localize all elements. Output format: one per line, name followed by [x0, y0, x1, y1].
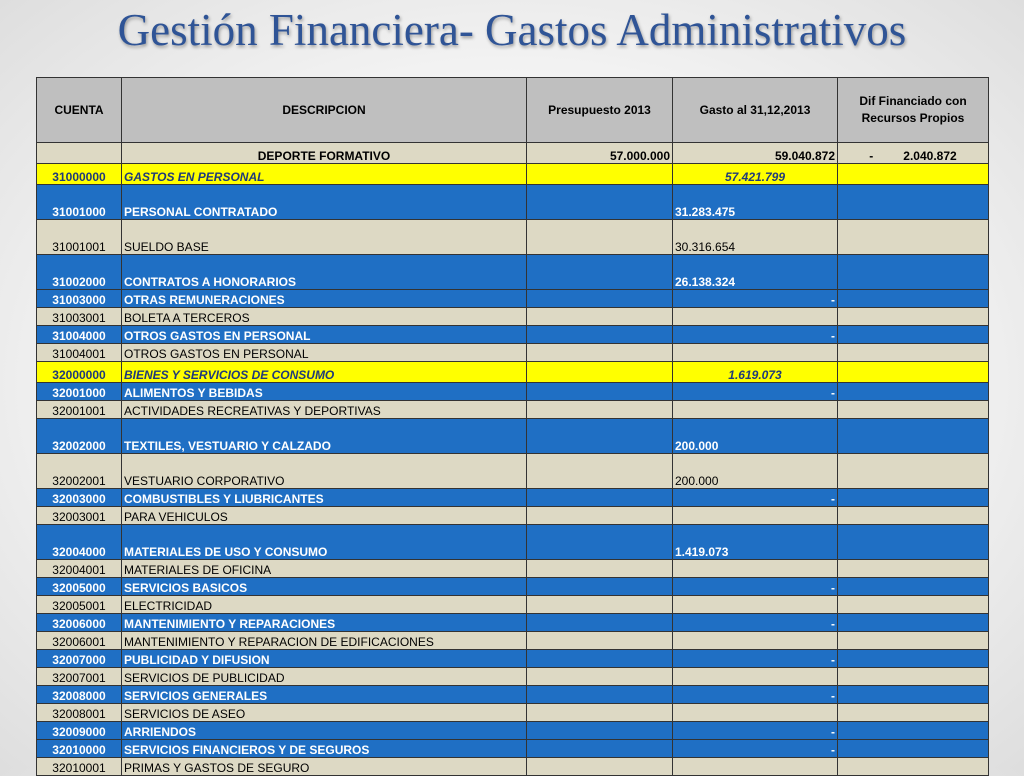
cell-descripcion: PRIMAS Y GASTOS DE SEGURO [122, 758, 527, 776]
table-row [37, 185, 989, 220]
header-gasto: Gasto al 31,12,2013 [673, 78, 838, 143]
cell-gasto: 200.000 [673, 419, 838, 454]
cell-presupuesto [527, 362, 673, 383]
cell-descripcion: SERVICIOS BASICOS [122, 578, 527, 596]
cell-cuenta: 31003000 [37, 290, 122, 308]
cell-presupuesto [527, 507, 673, 525]
cell-dif [838, 164, 989, 185]
cell-presupuesto [527, 525, 673, 560]
cell-presupuesto [527, 308, 673, 326]
cell-cuenta: 31003001 [37, 308, 122, 326]
cell-gasto: 1.619.073 [673, 362, 838, 383]
cell-dif [838, 525, 989, 560]
cell-descripcion: SERVICIOS FINANCIEROS Y DE SEGUROS [122, 740, 527, 758]
table-row [37, 578, 989, 596]
cell-descripcion: SUELDO BASE [122, 220, 527, 255]
cell-descripcion: PUBLICIDAD Y DIFUSION [122, 650, 527, 668]
cell-dif [838, 614, 989, 632]
cell-presupuesto [527, 185, 673, 220]
table-row [37, 632, 989, 650]
cell-dif [838, 255, 989, 290]
total-cuenta [37, 143, 122, 164]
cell-presupuesto [527, 650, 673, 668]
cell-cuenta: 32006001 [37, 632, 122, 650]
cell-descripcion: ACTIVIDADES RECREATIVAS Y DEPORTIVAS [122, 401, 527, 419]
cell-dif [838, 596, 989, 614]
cell-dif [838, 308, 989, 326]
cell-dif [838, 668, 989, 686]
cell-dif [838, 740, 989, 758]
cell-gasto: - [673, 326, 838, 344]
cell-presupuesto [527, 632, 673, 650]
cell-presupuesto [527, 489, 673, 507]
cell-gasto: 26.138.324 [673, 255, 838, 290]
table-body [37, 164, 989, 776]
cell-descripcion: MATERIALES DE USO Y CONSUMO [122, 525, 527, 560]
cell-gasto: 30.316.654 [673, 220, 838, 255]
cell-dif [838, 454, 989, 489]
cell-dif [838, 401, 989, 419]
cell-dif [838, 507, 989, 525]
cell-cuenta: 31004001 [37, 344, 122, 362]
header-presupuesto: Presupuesto 2013 [527, 78, 673, 143]
cell-dif [838, 560, 989, 578]
cell-presupuesto [527, 596, 673, 614]
table-row [37, 614, 989, 632]
cell-presupuesto [527, 686, 673, 704]
table-row [37, 419, 989, 454]
cell-cuenta: 32002001 [37, 454, 122, 489]
total-presupuesto: 57.000.000 [527, 143, 673, 164]
cell-descripcion: ELECTRICIDAD [122, 596, 527, 614]
cell-dif [838, 758, 989, 776]
total-descripcion: DEPORTE FORMATIVO [122, 143, 527, 164]
cell-presupuesto [527, 614, 673, 632]
cell-cuenta: 32004000 [37, 525, 122, 560]
cell-cuenta: 32009000 [37, 722, 122, 740]
cell-gasto: - [673, 383, 838, 401]
cell-gasto: - [673, 489, 838, 507]
cell-cuenta: 32000000 [37, 362, 122, 383]
cell-descripcion: SERVICIOS DE PUBLICIDAD [122, 668, 527, 686]
cell-presupuesto [527, 454, 673, 489]
cell-presupuesto [527, 326, 673, 344]
cell-cuenta: 32007001 [37, 668, 122, 686]
cell-descripcion: GASTOS EN PERSONAL [122, 164, 527, 185]
cell-descripcion: VESTUARIO CORPORATIVO [122, 454, 527, 489]
table-row [37, 164, 989, 185]
cell-dif [838, 383, 989, 401]
cell-presupuesto [527, 344, 673, 362]
cell-presupuesto [527, 740, 673, 758]
cell-dif [838, 344, 989, 362]
table-row [37, 596, 989, 614]
cell-descripcion: SERVICIOS GENERALES [122, 686, 527, 704]
cell-descripcion: COMBUSTIBLES Y LIUBRICANTES [122, 489, 527, 507]
cell-presupuesto [527, 560, 673, 578]
table-row [37, 401, 989, 419]
table-row [37, 758, 989, 776]
cell-presupuesto [527, 383, 673, 401]
cell-gasto: 200.000 [673, 454, 838, 489]
cell-presupuesto [527, 164, 673, 185]
cell-gasto [673, 632, 838, 650]
cell-dif [838, 489, 989, 507]
cell-descripcion: PARA VEHICULOS [122, 507, 527, 525]
cell-cuenta: 31001001 [37, 220, 122, 255]
cell-cuenta: 31004000 [37, 326, 122, 344]
cell-descripcion: MATERIALES DE OFICINA [122, 560, 527, 578]
cell-gasto [673, 596, 838, 614]
cell-dif [838, 650, 989, 668]
cell-cuenta: 32001000 [37, 383, 122, 401]
cell-gasto [673, 758, 838, 776]
cell-dif [838, 578, 989, 596]
cell-presupuesto [527, 578, 673, 596]
cell-dif [838, 185, 989, 220]
cell-dif [838, 290, 989, 308]
total-dif: - 2.040.872 [838, 143, 989, 164]
cell-descripcion: PERSONAL CONTRATADO [122, 185, 527, 220]
cell-dif [838, 704, 989, 722]
cell-descripcion: OTRAS REMUNERACIONES [122, 290, 527, 308]
cell-gasto: - [673, 578, 838, 596]
cell-descripcion: OTROS GASTOS EN PERSONAL [122, 344, 527, 362]
cell-cuenta: 32003001 [37, 507, 122, 525]
table-row [37, 326, 989, 344]
expenses-table [36, 77, 989, 776]
table-row [37, 740, 989, 758]
cell-gasto [673, 668, 838, 686]
table-row [37, 525, 989, 560]
cell-descripcion: ARRIENDOS [122, 722, 527, 740]
cell-gasto [673, 704, 838, 722]
cell-cuenta: 32001001 [37, 401, 122, 419]
table-row [37, 560, 989, 578]
cell-gasto: - [673, 290, 838, 308]
cell-gasto [673, 507, 838, 525]
cell-descripcion: MANTENIMIENTO Y REPARACION DE EDIFICACIONES [122, 632, 527, 650]
cell-dif [838, 220, 989, 255]
cell-descripcion: BOLETA A TERCEROS [122, 308, 527, 326]
cell-gasto: 31.283.475 [673, 185, 838, 220]
header-dif: Dif Financiado con Recursos Propios [838, 78, 989, 143]
cell-presupuesto [527, 290, 673, 308]
table-row [37, 362, 989, 383]
cell-gasto: - [673, 650, 838, 668]
total-gasto: 59.040.872 [673, 143, 838, 164]
table-row [37, 290, 989, 308]
cell-gasto [673, 401, 838, 419]
cell-presupuesto [527, 722, 673, 740]
cell-dif [838, 326, 989, 344]
cell-dif [838, 632, 989, 650]
cell-cuenta: 32006000 [37, 614, 122, 632]
cell-presupuesto [527, 220, 673, 255]
page-title: Gestión Financiera- Gastos Administrativos [117, 5, 907, 55]
header-descripcion: DESCRIPCION [122, 78, 527, 143]
cell-dif [838, 362, 989, 383]
table-row [37, 650, 989, 668]
table-row [37, 722, 989, 740]
table-row [37, 383, 989, 401]
table-row [37, 308, 989, 326]
cell-gasto: 1.419.073 [673, 525, 838, 560]
table-row [37, 344, 989, 362]
table-row [37, 686, 989, 704]
cell-gasto: - [673, 722, 838, 740]
table-row [37, 704, 989, 722]
cell-gasto [673, 560, 838, 578]
cell-cuenta: 32008000 [37, 686, 122, 704]
total-row [37, 143, 989, 164]
cell-cuenta: 31001000 [37, 185, 122, 220]
cell-cuenta: 32004001 [37, 560, 122, 578]
table-row [37, 454, 989, 489]
cell-dif [838, 722, 989, 740]
cell-descripcion: TEXTILES, VESTUARIO Y CALZADO [122, 419, 527, 454]
table-row [37, 507, 989, 525]
cell-gasto: - [673, 740, 838, 758]
cell-cuenta: 32002000 [37, 419, 122, 454]
cell-cuenta: 32005001 [37, 596, 122, 614]
cell-presupuesto [527, 255, 673, 290]
table-row [37, 220, 989, 255]
header-row [37, 78, 989, 143]
header-cuenta: CUENTA [37, 78, 122, 143]
cell-descripcion: SERVICIOS DE ASEO [122, 704, 527, 722]
cell-descripcion: ALIMENTOS Y BEBIDAS [122, 383, 527, 401]
cell-presupuesto [527, 668, 673, 686]
cell-descripcion: BIENES Y SERVICIOS DE CONSUMO [122, 362, 527, 383]
cell-gasto [673, 344, 838, 362]
cell-gasto [673, 308, 838, 326]
cell-cuenta: 32008001 [37, 704, 122, 722]
table-row [37, 668, 989, 686]
cell-cuenta: 32003000 [37, 489, 122, 507]
cell-dif [838, 686, 989, 704]
cell-presupuesto [527, 419, 673, 454]
cell-descripcion: MANTENIMIENTO Y REPARACIONES [122, 614, 527, 632]
cell-gasto: - [673, 686, 838, 704]
cell-dif [838, 419, 989, 454]
cell-descripcion: OTROS GASTOS EN PERSONAL [122, 326, 527, 344]
table-row [37, 255, 989, 290]
cell-cuenta: 31000000 [37, 164, 122, 185]
cell-presupuesto [527, 704, 673, 722]
cell-presupuesto [527, 401, 673, 419]
cell-cuenta: 32005000 [37, 578, 122, 596]
cell-cuenta: 32010000 [37, 740, 122, 758]
cell-gasto: - [673, 614, 838, 632]
cell-presupuesto [527, 758, 673, 776]
cell-cuenta: 32007000 [37, 650, 122, 668]
cell-cuenta: 32010001 [37, 758, 122, 776]
table-row [37, 489, 989, 507]
cell-cuenta: 31002000 [37, 255, 122, 290]
cell-gasto: 57.421.799 [673, 164, 838, 185]
cell-descripcion: CONTRATOS A HONORARIOS [122, 255, 527, 290]
